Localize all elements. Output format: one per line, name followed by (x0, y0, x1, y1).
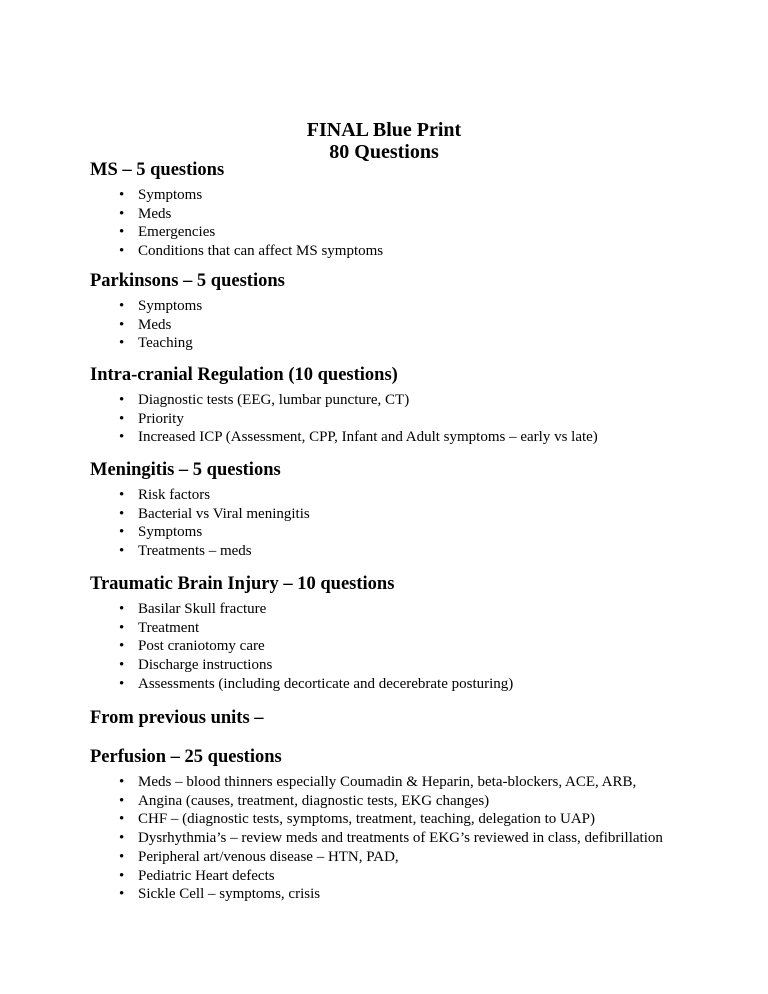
list-item-text: Treatment (138, 619, 200, 636)
section (90, 746, 750, 904)
bullet-icon: • (119, 205, 125, 222)
section (90, 270, 750, 353)
list-item (90, 656, 750, 675)
bullet-icon: • (119, 410, 125, 427)
list-item (90, 810, 750, 829)
section (90, 459, 750, 561)
bullet-list (90, 391, 750, 447)
bullet-icon: • (119, 886, 125, 903)
list-item-text: Meds (138, 316, 172, 333)
section-heading: Intra-cranial Regulation (10 questions) (90, 365, 398, 385)
bullet-icon: • (119, 774, 125, 790)
document-title: FINAL Blue Print (306, 119, 462, 141)
bullet-icon: • (119, 243, 125, 260)
bullet-icon: • (119, 638, 125, 655)
list-item-text: Dysrhythmia’s – review meds and treatments of EKG’s reviewed in class, defibrillation (138, 830, 663, 847)
list-item-text: Discharge instructions (138, 657, 273, 674)
bullet-icon: • (119, 543, 125, 560)
bullet-icon: • (119, 830, 125, 847)
list-item-text: Meds (138, 205, 172, 222)
list-item (90, 829, 750, 848)
list-item-text: Basilar Skull fracture (138, 601, 267, 617)
list-item-text: CHF – (diagnostic tests, symptoms, treatment, teaching, delegation to UAP) (138, 811, 596, 828)
section-heading: Traumatic Brain Injury – 10 questions (90, 574, 395, 594)
document-subtitle: 80 Questions (329, 141, 439, 163)
bullet-list (90, 186, 750, 261)
list-item (90, 242, 750, 261)
list-item-text: Symptoms (138, 524, 203, 541)
bullet-icon: • (119, 619, 125, 636)
bullet-icon: • (119, 298, 125, 314)
bullet-list (90, 773, 750, 904)
bullet-list (90, 600, 750, 694)
list-item (90, 334, 750, 353)
bullet-icon: • (119, 675, 125, 692)
list-item (90, 542, 750, 561)
section (90, 573, 750, 694)
section-heading: Parkinsons – 5 questions (90, 271, 285, 291)
list-item-text: Diagnostic tests (EEG, lumbar puncture, CT) (138, 392, 410, 408)
list-item (90, 297, 750, 316)
bullet-icon: • (119, 867, 125, 884)
list-item-text: Post craniotomy care (138, 638, 265, 655)
bullet-icon: • (119, 316, 125, 333)
list-item (90, 486, 750, 505)
list-item (90, 428, 750, 447)
bullet-icon: • (119, 187, 125, 203)
bullet-icon: • (119, 392, 125, 408)
bullet-list (90, 297, 750, 353)
list-item (90, 619, 750, 638)
list-item (90, 848, 750, 867)
section (90, 364, 750, 447)
bullet-icon: • (119, 429, 125, 446)
list-item-text: Conditions that can affect MS symptoms (138, 243, 384, 260)
section-heading: Perfusion – 25 questions (90, 747, 282, 767)
list-item (90, 223, 750, 242)
bullet-icon: • (119, 848, 125, 865)
list-item (90, 637, 750, 656)
bullet-icon: • (119, 487, 125, 503)
section (90, 159, 750, 261)
list-item-text: Risk factors (138, 487, 211, 503)
bullet-icon: • (119, 224, 125, 241)
list-item (90, 675, 750, 694)
list-item-text: Teaching (138, 335, 193, 352)
bullet-icon: • (119, 657, 125, 674)
list-item-text: Bacterial vs Viral meningitis (138, 505, 310, 522)
list-item-text: Symptoms (138, 187, 203, 203)
list-item-text: Symptoms (138, 298, 203, 314)
list-item-text: Angina (causes, treatment, diagnostic tests, EKG changes) (138, 792, 490, 809)
list-item (90, 205, 750, 224)
list-item (90, 600, 750, 619)
list-item (90, 505, 750, 524)
list-item (90, 186, 750, 205)
bullet-icon: • (119, 524, 125, 541)
bullet-list (90, 486, 750, 561)
list-item (90, 885, 750, 904)
list-item-text: Emergencies (138, 224, 216, 241)
bullet-icon: • (119, 601, 125, 617)
section-heading: Meningitis – 5 questions (90, 460, 281, 480)
list-item (90, 410, 750, 429)
bullet-icon: • (119, 505, 125, 522)
list-item-text: Treatments – meds (138, 543, 252, 560)
list-item-text: Priority (138, 410, 184, 427)
list-item (90, 773, 750, 792)
list-item-text: Meds – blood thinners especially Coumadin & Heparin, beta-blockers, ACE, ARB, (138, 774, 637, 790)
list-item-text: Increased ICP (Assessment, CPP, Infant and Adult symptoms – early vs late) (138, 429, 598, 446)
list-item-text: Peripheral art/venous disease – HTN, PAD, (138, 848, 399, 865)
list-item (90, 316, 750, 335)
bullet-icon: • (119, 792, 125, 809)
section-heading: MS – 5 questions (90, 160, 225, 180)
list-item (90, 792, 750, 811)
bullet-icon: • (119, 335, 125, 352)
list-item-text: Pediatric Heart defects (138, 867, 275, 884)
list-item (90, 391, 750, 410)
list-item-text: Sickle Cell – symptoms, crisis (138, 886, 321, 903)
list-item-text: Assessments (including decorticate and decerebrate posturing) (138, 675, 514, 692)
section (90, 707, 750, 729)
bullet-icon: • (119, 811, 125, 828)
section-heading: From previous units – (90, 708, 264, 728)
list-item (90, 523, 750, 542)
list-item (90, 867, 750, 886)
